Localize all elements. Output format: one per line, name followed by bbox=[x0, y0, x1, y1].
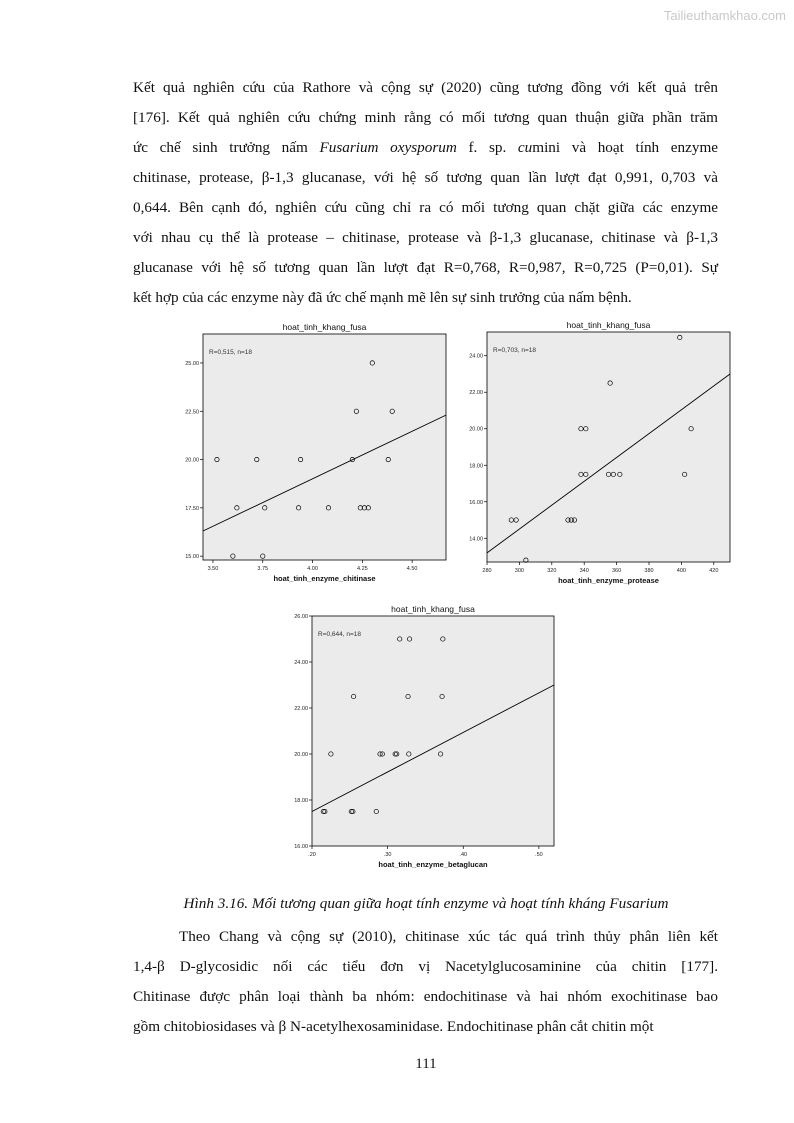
y-tick-label: 26.00 bbox=[294, 614, 308, 620]
x-tick-label: 280 bbox=[482, 568, 492, 574]
x-axis-label: hoat_tinh_enzyme_chitinase bbox=[273, 574, 376, 583]
plot-area bbox=[203, 334, 446, 560]
text-run: mini và hoạt tính enzyme bbox=[532, 139, 718, 156]
text-run: cu bbox=[517, 139, 533, 156]
y-tick-label: 22.00 bbox=[469, 390, 483, 397]
correlation-annotation: R=0,703, n=18 bbox=[493, 347, 537, 354]
paragraph1-line bbox=[133, 283, 718, 313]
text-run: 0,644. Bên cạnh đó, nghiên cứu cũng chỉ ra có mối tương quan chặt giữa các enzyme bbox=[133, 199, 718, 216]
text-run: kết hợp của các enzyme này đã ức chế mạnh mẽ lên sự sinh trưởng của nấm bệnh. bbox=[133, 289, 632, 306]
x-tick-label: 4.00 bbox=[307, 566, 318, 572]
text-run: gồm chitobiosidases và β N-acetylhexosaminidase. Endochitinase phân cắt chitin một bbox=[133, 1018, 654, 1035]
x-tick-label: 380 bbox=[644, 568, 654, 574]
x-tick-label: .30 bbox=[383, 852, 392, 858]
x-axis-label: hoat_tinh_enzyme_betaglucan bbox=[378, 860, 488, 869]
text-run: [176]. Kết quả nghiên cứu chứng minh rằng có mối tương quan thuận giữa phần trăm bbox=[133, 109, 718, 126]
correlation-annotation: R=0,515, n=18 bbox=[209, 349, 253, 356]
y-tick-label: 25.00 bbox=[185, 360, 199, 367]
paragraph2-line bbox=[133, 1012, 718, 1042]
y-tick-label: 15.00 bbox=[185, 554, 199, 561]
paragraph2-line bbox=[133, 952, 718, 982]
y-tick-label: 20.00 bbox=[469, 426, 483, 433]
x-tick-label: 3.50 bbox=[207, 566, 219, 572]
y-tick-label: 16.00 bbox=[469, 499, 483, 506]
scatter-plot-svg bbox=[168, 320, 453, 592]
paragraph-1 bbox=[133, 73, 718, 313]
paragraph1-line bbox=[133, 133, 718, 163]
page-number: 111 bbox=[415, 1056, 437, 1072]
x-tick-label: 320 bbox=[547, 568, 557, 574]
x-tick-label: 340 bbox=[579, 568, 589, 574]
x-tick-label: 300 bbox=[514, 568, 524, 574]
scatter-chart-protease bbox=[455, 318, 735, 595]
x-tick-label: 3.75 bbox=[257, 566, 269, 572]
paragraph-2 bbox=[133, 922, 718, 1042]
correlation-annotation: R=0,644, n=18 bbox=[318, 631, 362, 638]
text-run: glucanase với hệ số tương quan lần lượt đạt R=0,768, R=0,987, R=0,725 (P=0,01). Sự bbox=[133, 259, 718, 276]
text-run: Kết quả nghiên cứu của Rathore và cộng sự (2020) cũng tương đồng với kết quả trên bbox=[133, 79, 718, 96]
paragraph1-line bbox=[133, 163, 718, 193]
chart-title: hoat_tinh_khang_fusa bbox=[391, 604, 475, 614]
x-tick-label: 400 bbox=[676, 568, 686, 574]
y-tick-label: 22.50 bbox=[185, 409, 199, 416]
x-tick-label: 4.25 bbox=[356, 566, 368, 572]
paragraph2-line bbox=[133, 922, 718, 952]
watermark: Tailieuthamkhao.com bbox=[663, 8, 786, 23]
y-tick-label: 16.00 bbox=[294, 844, 308, 850]
paragraph2-line bbox=[133, 982, 718, 1012]
x-tick-label: .40 bbox=[459, 852, 468, 858]
x-tick-label: 420 bbox=[709, 568, 719, 574]
x-tick-label: .20 bbox=[308, 852, 316, 858]
paragraph1-line bbox=[133, 223, 718, 253]
y-tick-label: 17.50 bbox=[185, 505, 199, 512]
x-tick-label: 4.50 bbox=[406, 566, 418, 572]
text-run: f. sp. bbox=[456, 139, 518, 156]
paragraph1-line bbox=[133, 103, 718, 133]
text-run: chitinase, protease, β-1,3 glucanase, với hệ số tương quan lần lượt đạt 0,991, 0,703 và bbox=[133, 169, 718, 186]
scatter-chart-betaglucan bbox=[280, 602, 560, 877]
paragraph1-line bbox=[133, 73, 718, 103]
scatter-chart-chitinase bbox=[168, 320, 453, 597]
figure-caption: Hình 3.16. Mối tương quan giữa hoạt tính enzyme và hoạt tính kháng Fusarium bbox=[183, 895, 669, 912]
paragraph1-line bbox=[133, 193, 718, 223]
x-axis-label: hoat_tinh_enzyme_protease bbox=[558, 576, 659, 585]
text-run: Theo Chang và cộng sự (2010), chitinase xúc tác quá trình thủy phân liên kết bbox=[179, 928, 718, 945]
y-tick-label: 24.00 bbox=[469, 353, 483, 360]
text-run: Chitinase được phân loại thành ba nhóm: endochitinase và hai nhóm exochitinase bao bbox=[133, 988, 718, 1005]
scatter-plot-svg bbox=[455, 318, 735, 590]
y-tick-label: 22.00 bbox=[294, 706, 308, 712]
y-tick-label: 24.00 bbox=[294, 660, 308, 666]
text-run: ức chế sinh trưởng nấm bbox=[133, 139, 320, 156]
text-run: 1,4-β D-glycosidic nối các tiểu đơn vị Nacetylglucosaminine của chitin [177]. bbox=[133, 958, 718, 975]
paragraph1-line bbox=[133, 253, 718, 283]
chart-title: hoat_tinh_khang_fusa bbox=[566, 320, 651, 330]
chart-title: hoat_tinh_khang_fusa bbox=[282, 322, 367, 332]
y-tick-label: 18.00 bbox=[469, 463, 483, 470]
plot-area bbox=[312, 616, 554, 846]
scatter-plot-svg bbox=[280, 602, 560, 872]
text-run: với nhau cụ thể là protease – chitinase, protease và β-1,3 glucanase, chitinase và β-1,3 bbox=[133, 229, 718, 246]
text-run: Fusarium oxysporum bbox=[319, 139, 457, 156]
plot-area bbox=[487, 332, 730, 562]
x-tick-label: .50 bbox=[535, 852, 543, 858]
y-tick-label: 20.00 bbox=[294, 752, 308, 758]
x-tick-label: 360 bbox=[612, 568, 622, 574]
y-tick-label: 14.00 bbox=[469, 536, 483, 543]
y-tick-label: 20.00 bbox=[185, 457, 199, 464]
y-tick-label: 18.00 bbox=[294, 798, 308, 804]
